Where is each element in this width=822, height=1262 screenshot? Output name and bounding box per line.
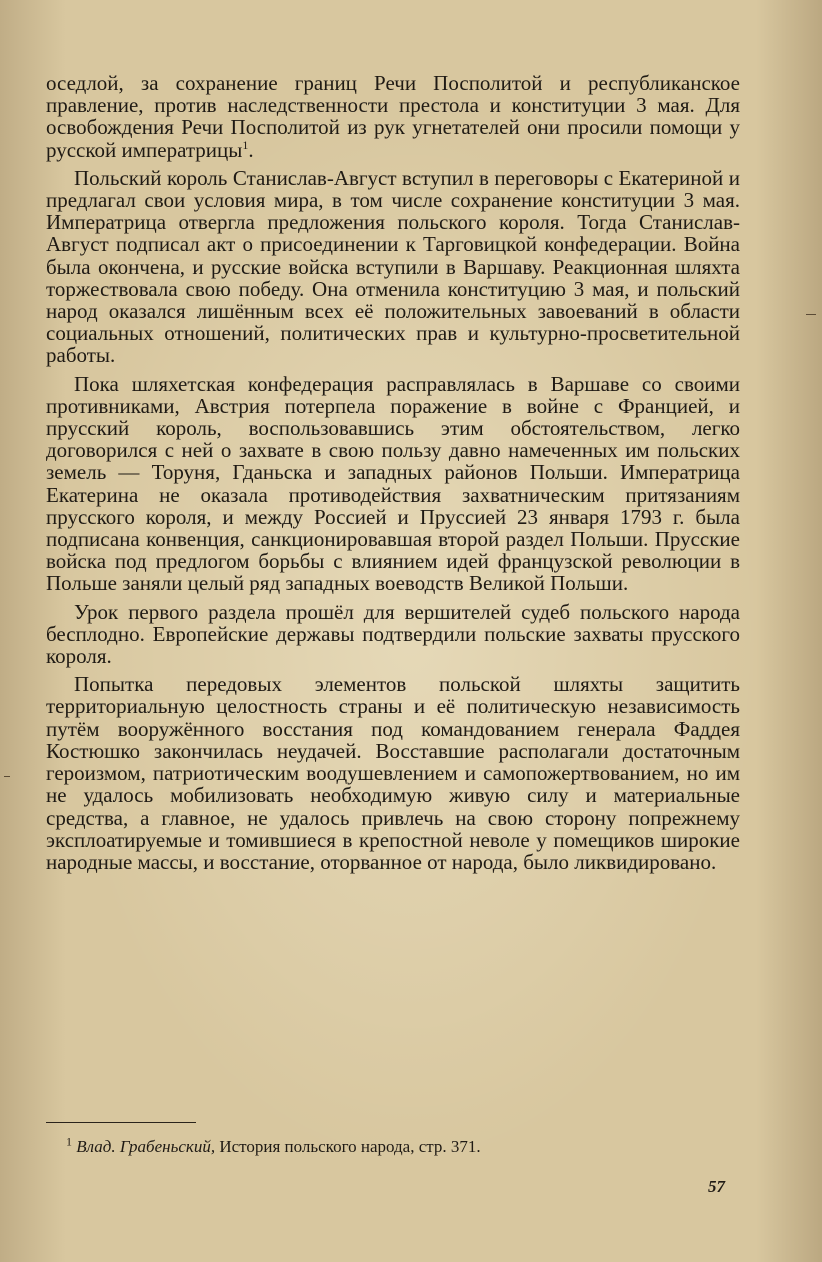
paragraph-3: Пока шляхетская конфедерация расправлялась в Варшаве со своими противниками, Австрия потерпела поражение в войне с Францией, и прусский король, воспользовавшись этим обстоятельством, легко договорился с ней о захвате в свою пользу давно намеченных им польских земель — Торуня, Гданьска и западных районов Польши. Императрица Екатерина не оказала противодействия захватническим притязаниям прусского короля, и между Россией и Пруссией 23 января 1793 г. была подписана конвенция, санкционировавшая второй раздел Польши. Прусские войска под предлогом борьбы с влиянием идей французской революции в Польше заняли целый ряд западных воеводств Великой Польши. — [46, 371, 740, 596]
paragraph-1: оседлой, за сохранение границ Речи Посполитой и республиканское правление, против наследственности престола и конституции 3 мая. Для освобождения Речи Посполитой из рук угнетателей они просили помощи у русской императрицы$^1$. — [46, 71, 740, 162]
paragraph-1-text: оседлой, за сохранение границ Речи Посполитой и республиканское правление, против наследственности престола и конституции 3 мая. Для освобождения Речи Посполитой из рук угнетателей они просили помощи у русской императрицы — [46, 71, 740, 162]
body-text — [46, 72, 740, 873]
margin-mark — [806, 314, 816, 315]
page-number: 57 — [708, 1177, 725, 1196]
footnote-divider — [46, 1122, 196, 1123]
footnote-author: Влад. Грабеньский, — [76, 1137, 216, 1156]
footnote-text: История польского народа, стр. 371. — [219, 1137, 481, 1156]
footnote-reference: 1 — [242, 137, 249, 152]
paragraph-5: Попытка передовых элементов польской шляхты защитить территориальную целостность страны и её политическую независимость путём вооружённого восстания под командованием генерала Фаддея Костюшко закончилась неудачей. Восставшие располагали достаточным героизмом, патриотическим воодушевлением и самопожертвованием, но им не удалось мобилизовать необходимую живую силу и материальные средства, а главное, не удалось привлечь на свою сторону попрежнему эксплоатируемые и томившиеся в крепостной неволе у помещиков широкие народные массы, и восстание, оторванное от народа, было ликвидировано. — [46, 672, 740, 874]
footnote — [66, 1134, 746, 1157]
footnote-marker: 1 — [66, 1134, 72, 1149]
margin-mark — [4, 776, 10, 777]
paragraph-2: Польский король Станислав-Август вступил в переговоры с Екатериной и предлагал свои условия мира, в том числе сохранение конституции 3 мая. Императрица отвергла предложения польского короля. Тогда Станислав-Август подписал акт о присоединении к Тарговицкой конфедерации. Война была окончена, и русские войска вступили в Варшаву. Реакционная шляхта торжествовала свою победу. Она отменила конституцию 3 мая, и польский народ оказался лишённым всех её положительных завоеваний в области социальных отношений, политических прав и культурно-просветительной работы. — [46, 165, 740, 368]
paragraph-4: Урок первого раздела прошёл для вершителей судеб польского народа бесплодно. Европейские державы подтвердили польские захваты прусского короля. — [46, 599, 740, 669]
